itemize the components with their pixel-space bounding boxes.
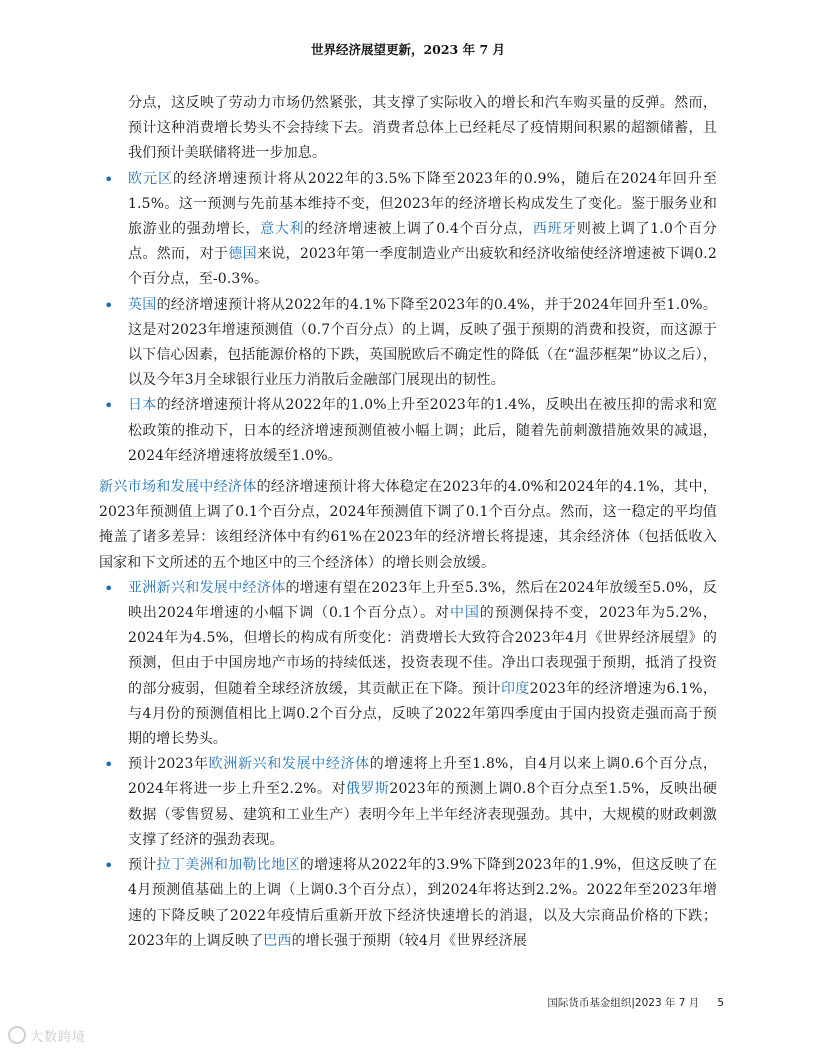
term-china: 中国 xyxy=(449,605,480,622)
term-japan: 日本 xyxy=(128,397,157,414)
body-text: 预计2023年 xyxy=(128,756,209,773)
list-item-euro-area xyxy=(104,167,718,293)
body-text: 的预测保持不变，2023年为5.2%，2024年为4.5%，但增长的构成有所变化：消费增长大致符合2023年4月《世界经济展望》的预测，但由于中国房地产市场的持续低迷，投资表现不佳。净出口表现强于预期，抵消了投资的部分疲弱，但随着全球经济放缓，其贡献正在下降。预计 xyxy=(128,605,717,697)
term-emerging-europe: 欧洲新兴和发展中经济体 xyxy=(208,756,370,773)
term-uk: 英国 xyxy=(128,296,157,313)
body-text: 的经济增速预计将从2022年的3.5%下降至2023年的0.9%，随后在2024年回升至1.5%。这一预测与先前基本维持不变，但2023年的经济增长构成发生了变化。鉴于服务业和旅游业的强劲增长， xyxy=(128,170,718,238)
bullet-icon: • xyxy=(104,578,114,598)
page-footer xyxy=(547,995,724,1010)
term-russia: 俄罗斯 xyxy=(345,781,390,798)
page-number: 5 xyxy=(717,997,724,1009)
body-text: 2023年的预测上调0.8个百分点至1.5%，反映出硬数据（零售贸易、建筑和工业生产）表明今年上半年经济表现强劲。其中，大规模的财政刺激支撑了经济的强劲表现。 xyxy=(128,781,717,848)
term-emerging-markets: 新兴市场和发展中经济体 xyxy=(99,479,257,496)
bullet-icon: • xyxy=(104,755,114,775)
body-text: 的经济增速预计将从2022年的4.1%下降至2023年的0.4%，并于2024年回升至1.0%。这是对2023年增速预测值（0.7个百分点）的上调，反映了强于预期的消费和投资，而这源于以下信心因素，包括能源价格的下跌，英国脱欧后不确定性的降低（在“温莎框架”协议之后），以及今年3月全球银行业压力消散后金融部门展现出的韧性。 xyxy=(128,296,717,389)
term-germany: 德国 xyxy=(228,246,257,263)
term-spain: 西班牙 xyxy=(532,221,577,238)
watermark-logo-icon xyxy=(8,1026,26,1044)
term-emerging-asia: 亚洲新兴和发展中经济体 xyxy=(128,579,286,596)
body-text: 2023年的经济增速为6.1%，与4月份的预测值相比上调0.2个百分点，反映了2022年第四季度由于国内投资走强而高于预期的增长势头。 xyxy=(128,680,717,748)
body-text: 分点，这反映了劳动力市场仍然紧张，其支撑了实际收入的增长和汽车购买量的反弹。然而，预计这种消费增长势头不会持续下去。消费者总体上已经耗尽了疫情期间积累的超额储蓄，且我们预计美联储将进一步加息。 xyxy=(128,95,717,162)
watermark xyxy=(8,1026,86,1045)
list-item-japan xyxy=(104,393,718,469)
term-euro-area: 欧元区 xyxy=(128,170,173,187)
page-body xyxy=(0,91,816,954)
body-text: 的经济增速预计将大体稳定在2023年的4.0%和2024年的4.1%，其中，2023年预测值上调了0.1个百分点，2024年预测值下调了0.1个百分点。然而，这一稳定的平均值掩盖了诸多差异：该组经济体中有约61%在2023年的经济增长将提速，其余经济体（包括低收入国家和下文所述的五个地区中的三个经济体）的增长则会放缓。 xyxy=(99,479,717,571)
body-text: 的增长强于预期（较4月《世界经济展 xyxy=(291,932,528,949)
term-brazil: 巴西 xyxy=(263,932,292,949)
bullet-icon: • xyxy=(104,169,114,189)
list-item-latin-america xyxy=(104,853,718,954)
body-text: 预计 xyxy=(128,857,157,874)
body-text: 来说，2023年第一季度制造业产出疲软和经济收缩使经济增速被下调0.2个百分点，至-0.3%。 xyxy=(128,246,717,288)
body-text: 则被上调了1.0个百分点。然而，对于 xyxy=(128,221,717,263)
bullet-icon: • xyxy=(104,295,114,315)
body-text: 的经济增速预计将从2022年的1.0%上升至2023年的1.4%，反映出在被压抑的需求和宽松政策的推动下，日本的经济增速预测值被小幅上调；此后，随着先前刺激措施效果的减退，2024年经济增速将放缓至1.0%。 xyxy=(128,397,718,464)
body-text: 的增速将从2022年的3.9%下降到2023年的1.9%，但这反映了在4月预测值基础上的上调（上调0.3个百分点），到2024年将达到2.2%。2022年至2023年增速的下降反映了2022年疫情后重新开放下经济快速增长的消退，以及大宗商品价格的下跌；2023年的上调反映了 xyxy=(128,857,718,949)
term-latin-america: 拉丁美洲和加勒比地区 xyxy=(156,857,300,874)
list-item-emerging-europe xyxy=(104,752,717,853)
body-text: 的经济增速被上调了0.4个百分点， xyxy=(304,221,533,238)
footer-org: 国际货币基金组织|2023 年 7 月 xyxy=(547,997,700,1009)
term-italy: 意大利 xyxy=(260,221,305,238)
list-item-emerging-asia xyxy=(104,576,717,752)
body-text: 的增速将上升至1.8%，自4月以来上调0.6个百分点，2024年将进一步上升至2.2%。对 xyxy=(128,756,717,798)
running-header: 世界经济展望更新，2023 年 7 月 xyxy=(310,42,506,57)
paragraph-emerging-markets xyxy=(99,475,717,576)
term-india: 印度 xyxy=(500,680,530,697)
bullet-icon: • xyxy=(104,856,114,876)
bullet-icon: • xyxy=(104,396,114,416)
body-text: 的增速有望在2023年上升至5.3%，然后在2024年放缓至5.0%，反映出2024年增速的小幅下调（0.1个百分点）。对 xyxy=(128,579,717,622)
paragraph-us-continued xyxy=(128,91,717,167)
list-item-uk xyxy=(104,293,717,394)
watermark-text: 大数跨境 xyxy=(30,1030,87,1045)
